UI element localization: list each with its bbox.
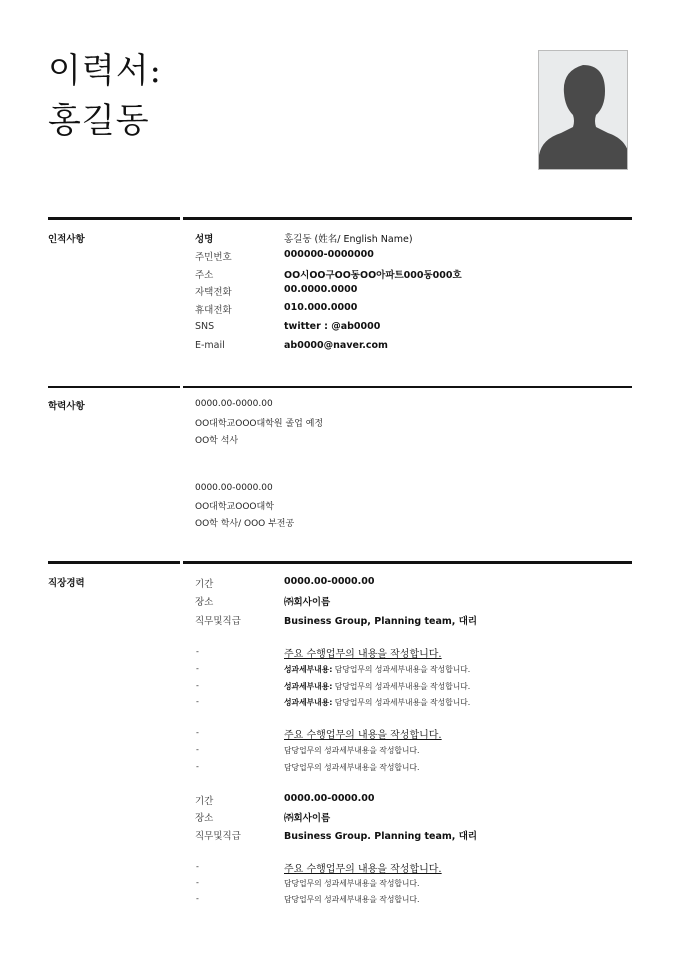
section-divider-left — [48, 217, 180, 220]
field-label: 자택전화 — [195, 287, 232, 298]
section-divider-right — [183, 217, 632, 220]
job-role: Business Group, Planning team, 대리 — [284, 616, 478, 627]
section-divider-left — [48, 386, 180, 388]
field-label: 주소 — [195, 270, 214, 281]
profile-photo — [538, 50, 628, 170]
bullet-dash: - — [196, 728, 199, 737]
job-role: Business Group. Planning team, 대리 — [284, 831, 478, 842]
field-label: 장소 — [195, 597, 214, 608]
job-company: ㈜회사이름 — [284, 813, 331, 824]
section-label-education: 학력사항 — [48, 401, 85, 412]
email-link[interactable]: ab0000@naver.com — [284, 340, 388, 351]
duty-heading: 주요 수행업무의 내용을 작성합니다. — [284, 730, 442, 741]
bullet-dash: - — [196, 647, 199, 656]
education-school: OO대학교OOO대학원 졸업 예정 — [195, 419, 324, 429]
field-value: OO시OO구OO동OO아파트000동000호 — [284, 270, 462, 281]
bullet-dash: - — [196, 745, 199, 754]
bullet-dash: - — [196, 878, 199, 887]
education-period: 0000.00-0000.00 — [195, 483, 273, 493]
section-divider-right — [183, 561, 632, 564]
applicant-name: 홍길동 — [48, 101, 150, 141]
duty-heading: 주요 수행업무의 내용을 작성합니다. — [284, 649, 442, 660]
bullet-dash: - — [196, 762, 199, 771]
duty-detail: 성과세부내용: 담당업무의 성과세부내용을 작성합니다. — [284, 698, 471, 707]
field-label: 기간 — [195, 579, 214, 590]
bullet-dash: - — [196, 894, 199, 903]
job-period: 0000.00-0000.00 — [284, 576, 375, 587]
field-label: 직무및직급 — [195, 616, 241, 627]
field-label: 장소 — [195, 813, 214, 824]
section-divider-right — [183, 386, 632, 388]
education-degree: OO학 석사 — [195, 436, 239, 446]
field-value: 00.0000.0000 — [284, 284, 358, 295]
job-period: 0000.00-0000.00 — [284, 793, 375, 804]
section-divider-left — [48, 561, 180, 564]
duty-heading: 주요 수행업무의 내용을 작성합니다. — [284, 864, 442, 875]
field-label: 직무및직급 — [195, 831, 241, 842]
field-value: twitter : @ab0000 — [284, 321, 381, 332]
education-school: OO대학교OOO대학 — [195, 502, 274, 512]
bullet-dash: - — [196, 697, 199, 706]
education-period: 0000.00-0000.00 — [195, 399, 273, 409]
bullet-dash: - — [196, 681, 199, 690]
field-label: SNS — [195, 321, 215, 332]
field-label: 기간 — [195, 796, 214, 807]
field-value: 000000-0000000 — [284, 249, 374, 260]
job-company: ㈜회사이름 — [284, 597, 331, 608]
field-label: 휴대전화 — [195, 305, 232, 316]
duty-detail: 성과세부내용: 담당업무의 성과세부내용을 작성합니다. — [284, 682, 471, 691]
field-value: 010.000.0000 — [284, 302, 358, 313]
section-label-personal: 인적사항 — [48, 234, 85, 245]
field-label: E-mail — [195, 340, 225, 351]
field-label: 주민번호 — [195, 252, 232, 263]
duty-detail: 담당업무의 성과세부내용을 작성합니다. — [284, 763, 420, 772]
person-silhouette-icon — [539, 51, 628, 170]
field-label: 성명 — [195, 234, 214, 245]
education-degree: OO학 학사/ OOO 부전공 — [195, 519, 295, 529]
resume-title: 이력서: — [48, 51, 162, 91]
section-label-career: 직장경력 — [48, 578, 85, 589]
duty-detail: 담당업무의 성과세부내용을 작성합니다. — [284, 746, 420, 755]
bullet-dash: - — [196, 862, 199, 871]
duty-detail: 담당업무의 성과세부내용을 작성합니다. — [284, 879, 420, 888]
bullet-dash: - — [196, 664, 199, 673]
field-value: 홍길동 (姓名/ English Name) — [284, 234, 413, 245]
duty-detail: 담당업무의 성과세부내용을 작성합니다. — [284, 895, 420, 904]
duty-detail: 성과세부내용: 담당업무의 성과세부내용을 작성합니다. — [284, 665, 471, 674]
